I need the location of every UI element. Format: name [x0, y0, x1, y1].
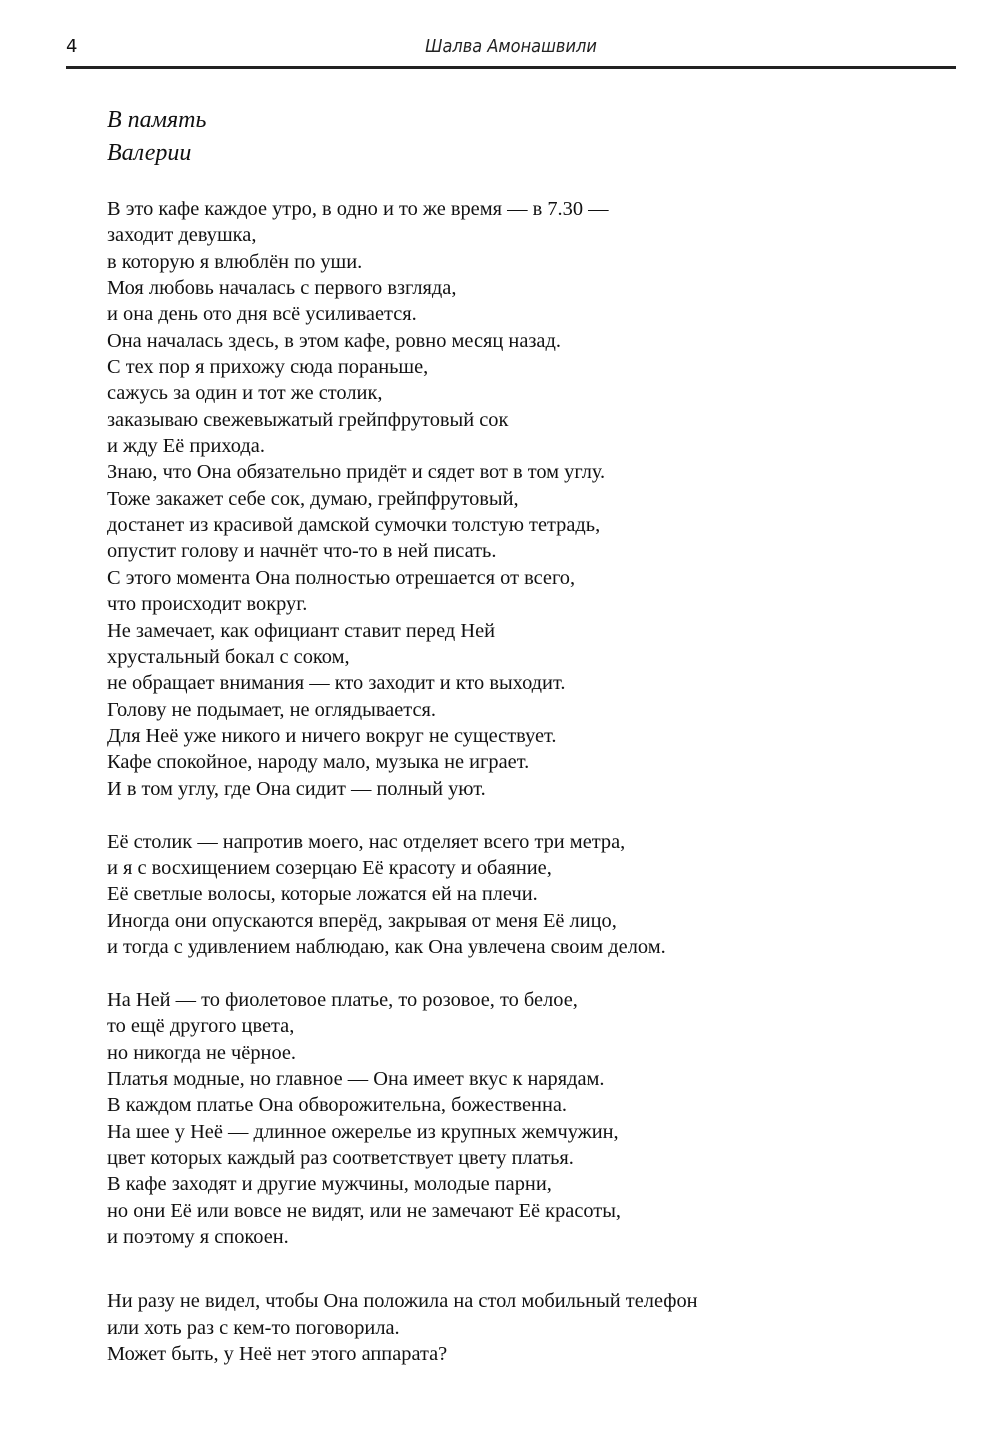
text-line: В кафе заходят и другие мужчины, молодые парни, — [107, 1173, 552, 1196]
text-line: Знаю, что Она обязательно придёт и сядет вот в том углу. — [107, 461, 606, 484]
text-line: Для Неё уже никого и ничего вокруг не существует. — [107, 724, 557, 747]
text-line: и жду Её прихода. — [107, 435, 265, 458]
text-line: И в том углу, где Она сидит — полный уют. — [107, 777, 486, 800]
text-line: и тогда с удивлением наблюдаю, как Она увлечена своим делом. — [107, 935, 666, 958]
text-line: Она началась здесь, в этом кафе, ровно месяц назад. — [107, 329, 561, 352]
text-line: На Ней — то фиолетовое платье, то розовое, то белое, — [107, 988, 578, 1011]
title-line: В память — [107, 107, 207, 133]
text-line: в которую я влюблён по уши. — [107, 250, 363, 273]
text-line: Её светлые волосы, которые ложатся ей на плечи. — [107, 883, 538, 906]
title-line: Валерии — [107, 140, 192, 166]
text-line: Платья модные, но главное — Она имеет вкус к нарядам. — [107, 1067, 605, 1090]
text-line: заходит девушка, — [107, 224, 257, 247]
text-line: заказываю свежевыжатый грейпфрутовый сок — [107, 408, 509, 431]
running-title: Шалва Амонашвили — [425, 36, 597, 57]
text-line: Может быть, у Неё нет этого аппарата? — [107, 1342, 448, 1365]
page-header — [66, 36, 956, 69]
text-line: В это кафе каждое утро, в одно и то же время — в 7.30 — — [107, 198, 609, 220]
dedication-title — [107, 104, 206, 170]
text-line: Ни разу не видел, чтобы Она положила на стол мобильный телефон — [107, 1290, 698, 1313]
text-line: и поэтому я спокоен. — [107, 1225, 289, 1248]
text-line: Моя любовь началась с первого взгляда, — [107, 277, 457, 300]
text-line: Кафе спокойное, народу мало, музыка не играет. — [107, 751, 530, 774]
text-line: опустит голову и начнёт что-то в ней писать. — [107, 540, 497, 563]
text-line: достанет из красивой дамской сумочки толстую тетрадь, — [107, 514, 601, 537]
text-line: и она день ото дня всё усиливается. — [107, 303, 417, 326]
text-line: цвет которых каждый раз соответствует цвету платья. — [107, 1146, 574, 1169]
text-line: хрустальный бокал с соком, — [107, 645, 350, 668]
text-line: или хоть раз с кем-то поговорила. — [107, 1316, 400, 1339]
text-line: но они Её или вовсе не видят, или не замечают Её красоты, — [107, 1199, 622, 1222]
text-line: Тоже закажет себе сок, думаю, грейпфрутовый, — [107, 487, 519, 510]
paragraph — [107, 196, 698, 802]
paragraph — [107, 829, 698, 961]
text-line: С тех пор я прихожу сюда пораньше, — [107, 356, 429, 379]
text-line: Голову не подымает, не оглядывается. — [107, 698, 436, 721]
page-number: 4 — [66, 36, 78, 57]
text-line: Иногда они опускаются вперёд, закрывая от меня Её лицо, — [107, 909, 617, 932]
text-line: но никогда не чёрное. — [107, 1041, 297, 1064]
paragraph — [107, 987, 698, 1250]
text-line: Не замечает, как официант ставит перед Ней — [107, 619, 496, 642]
text-line: сажусь за один и тот же столик, — [107, 382, 383, 405]
text-line: С этого момента Она полностью отрешается от всего, — [107, 566, 576, 589]
text-line: то ещё другого цвета, — [107, 1015, 295, 1038]
text-line: Её столик — напротив моего, нас отделяет всего три метра, — [107, 830, 626, 853]
text-line: и я с восхищением созерцаю Её красоту и обаяние, — [107, 856, 552, 879]
text-line: В каждом платье Она обворожительна, божественна. — [107, 1094, 568, 1117]
text-line: что происходит вокруг. — [107, 593, 308, 616]
text-line: На шее у Неё — длинное ожерелье из крупных жемчужин, — [107, 1120, 619, 1143]
body-text — [107, 196, 698, 1394]
text-line: не обращает внимания — кто заходит и кто выходит. — [107, 672, 566, 695]
paragraph — [107, 1288, 698, 1367]
